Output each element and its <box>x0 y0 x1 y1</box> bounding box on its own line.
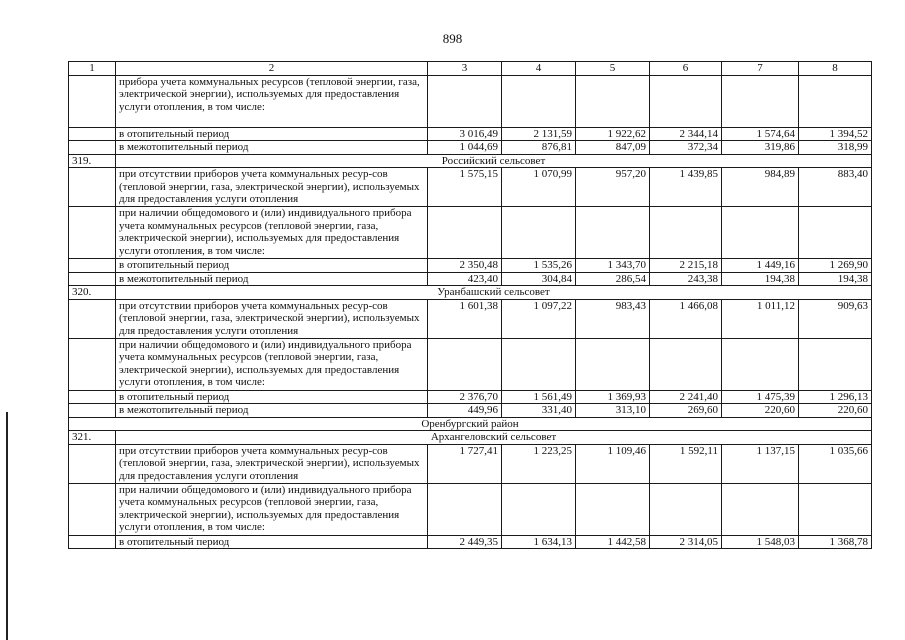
value-cell: 1 070,99 <box>502 168 576 207</box>
row-number <box>69 483 116 535</box>
row-number: 320. <box>69 286 116 300</box>
value-cell <box>650 207 722 259</box>
header-cell: 8 <box>799 62 872 76</box>
value-cell: 243,38 <box>650 272 722 286</box>
value-cell <box>722 338 799 390</box>
value-cell: 286,54 <box>576 272 650 286</box>
value-cell <box>576 483 650 535</box>
value-cell: 1 343,70 <box>576 259 650 273</box>
value-cell: 1 011,12 <box>722 299 799 338</box>
value-cell <box>799 75 872 127</box>
value-cell: 2 344,14 <box>650 127 722 141</box>
value-cell: 1 466,08 <box>650 299 722 338</box>
value-cell: 2 314,05 <box>650 535 722 549</box>
value-cell: 1 922,62 <box>576 127 650 141</box>
value-cell: 220,60 <box>722 404 799 418</box>
value-cell: 1 269,90 <box>799 259 872 273</box>
row-description: при отсутствии приборов учета коммунальных ресур-сов (тепловой энергии, газа, электрической энергии), используемых для предоставления услуги отопления <box>116 299 428 338</box>
table-row <box>69 259 872 273</box>
value-cell: 2 449,35 <box>428 535 502 549</box>
value-cell: 983,43 <box>576 299 650 338</box>
table-row <box>69 75 872 127</box>
value-cell <box>502 75 576 127</box>
section-title: Российский сельсовет <box>116 154 872 168</box>
value-cell: 1 727,41 <box>428 444 502 483</box>
table-row <box>69 168 872 207</box>
table-row <box>69 390 872 404</box>
header-cell: 2 <box>116 62 428 76</box>
value-cell <box>576 207 650 259</box>
table-row <box>69 535 872 549</box>
value-cell <box>650 338 722 390</box>
tariff-table <box>68 61 872 549</box>
row-number <box>69 207 116 259</box>
header-cell: 5 <box>576 62 650 76</box>
value-cell: 1 097,22 <box>502 299 576 338</box>
value-cell: 194,38 <box>799 272 872 286</box>
value-cell <box>428 75 502 127</box>
row-description: в отопительный период <box>116 127 428 141</box>
value-cell: 2 241,40 <box>650 390 722 404</box>
row-description: в межотопительный период <box>116 272 428 286</box>
value-cell: 1 442,58 <box>576 535 650 549</box>
value-cell <box>722 483 799 535</box>
value-cell <box>799 207 872 259</box>
value-cell <box>428 207 502 259</box>
section-row <box>69 154 872 168</box>
value-cell <box>650 483 722 535</box>
value-cell: 1 574,64 <box>722 127 799 141</box>
value-cell <box>650 75 722 127</box>
row-description: в отопительный период <box>116 535 428 549</box>
section-title: Архангеловский сельсовет <box>116 431 872 445</box>
header-cell: 4 <box>502 62 576 76</box>
value-cell: 423,40 <box>428 272 502 286</box>
value-cell: 220,60 <box>799 404 872 418</box>
table-row <box>69 404 872 418</box>
header-cell: 7 <box>722 62 799 76</box>
header-cell: 1 <box>69 62 116 76</box>
value-cell <box>428 483 502 535</box>
row-number <box>69 272 116 286</box>
table-row <box>69 141 872 155</box>
value-cell: 2 215,18 <box>650 259 722 273</box>
table-row <box>69 272 872 286</box>
value-cell <box>799 338 872 390</box>
value-cell: 1 548,03 <box>722 535 799 549</box>
value-cell: 1 575,15 <box>428 168 502 207</box>
scan-edge-line <box>6 412 8 640</box>
value-cell: 1 394,52 <box>799 127 872 141</box>
value-cell <box>428 338 502 390</box>
district-title: Оренбургский район <box>69 417 872 431</box>
value-cell: 1 109,46 <box>576 444 650 483</box>
page-number: 898 <box>442 31 463 46</box>
row-description: при наличии общедомового и (или) индивидуального прибора учета коммунальных ресурсов (тепловой энергии, газа, электрической энергии), используемых для предоставления услуги отопления, в том числе: <box>116 483 428 535</box>
row-description: при отсутствии приборов учета коммунальных ресур-сов (тепловой энергии, газа, электрической энергии), используемых для предоставления услуги отопления <box>116 444 428 483</box>
row-number <box>69 75 116 127</box>
value-cell: 269,60 <box>650 404 722 418</box>
value-cell: 1 449,16 <box>722 259 799 273</box>
row-number <box>69 444 116 483</box>
value-cell <box>502 207 576 259</box>
value-cell <box>722 207 799 259</box>
value-cell: 313,10 <box>576 404 650 418</box>
row-number <box>69 299 116 338</box>
value-cell: 194,38 <box>722 272 799 286</box>
table-row <box>69 299 872 338</box>
value-cell: 1 368,78 <box>799 535 872 549</box>
section-row <box>69 431 872 445</box>
value-cell: 1 369,93 <box>576 390 650 404</box>
value-cell: 1 561,49 <box>502 390 576 404</box>
table-row <box>69 207 872 259</box>
value-cell: 1 592,11 <box>650 444 722 483</box>
value-cell <box>502 338 576 390</box>
row-number <box>69 127 116 141</box>
value-cell: 1 535,26 <box>502 259 576 273</box>
district-row <box>69 417 872 431</box>
row-description: в межотопительный период <box>116 404 428 418</box>
value-cell: 883,40 <box>799 168 872 207</box>
table-row <box>69 483 872 535</box>
value-cell: 2 131,59 <box>502 127 576 141</box>
value-cell: 2 350,48 <box>428 259 502 273</box>
value-cell: 1 044,69 <box>428 141 502 155</box>
table-row <box>69 444 872 483</box>
value-cell: 372,34 <box>650 141 722 155</box>
value-cell: 909,63 <box>799 299 872 338</box>
value-cell: 957,20 <box>576 168 650 207</box>
value-cell: 1 439,85 <box>650 168 722 207</box>
row-number: 321. <box>69 431 116 445</box>
row-number <box>69 390 116 404</box>
row-number <box>69 259 116 273</box>
value-cell <box>799 483 872 535</box>
value-cell: 1 634,13 <box>502 535 576 549</box>
section-row <box>69 286 872 300</box>
value-cell: 319,86 <box>722 141 799 155</box>
value-cell <box>576 338 650 390</box>
table-row <box>69 127 872 141</box>
value-cell: 1 475,39 <box>722 390 799 404</box>
value-cell: 449,96 <box>428 404 502 418</box>
row-description: при наличии общедомового и (или) индивидуального прибора учета коммунальных ресурсов (тепловой энергии, газа, электрической энергии), используемых для предоставления услуги отопления, в том числе: <box>116 338 428 390</box>
row-number <box>69 168 116 207</box>
value-cell: 2 376,70 <box>428 390 502 404</box>
value-cell: 304,84 <box>502 272 576 286</box>
header-cell: 6 <box>650 62 722 76</box>
value-cell: 984,89 <box>722 168 799 207</box>
row-description: при отсутствии приборов учета коммунальных ресур-сов (тепловой энергии, газа, электрической энергии), используемых для предоставления услуги отопления <box>116 168 428 207</box>
row-number <box>69 535 116 549</box>
value-cell: 1 137,15 <box>722 444 799 483</box>
value-cell: 1 035,66 <box>799 444 872 483</box>
row-number <box>69 338 116 390</box>
header-row <box>69 62 872 76</box>
value-cell: 318,99 <box>799 141 872 155</box>
row-description: в отопительный период <box>116 259 428 273</box>
value-cell <box>722 75 799 127</box>
row-number <box>69 141 116 155</box>
section-title: Уранбашский сельсовет <box>116 286 872 300</box>
header-cell: 3 <box>428 62 502 76</box>
row-number <box>69 404 116 418</box>
value-cell: 331,40 <box>502 404 576 418</box>
value-cell: 1 223,25 <box>502 444 576 483</box>
row-number: 319. <box>69 154 116 168</box>
value-cell: 847,09 <box>576 141 650 155</box>
value-cell: 1 296,13 <box>799 390 872 404</box>
row-description: в отопительный период <box>116 390 428 404</box>
value-cell: 3 016,49 <box>428 127 502 141</box>
table-row <box>69 338 872 390</box>
value-cell <box>502 483 576 535</box>
value-cell <box>576 75 650 127</box>
value-cell: 876,81 <box>502 141 576 155</box>
row-description: в межотопительный период <box>116 141 428 155</box>
row-description: прибора учета коммунальных ресурсов (тепловой энергии, газа, электрической энергии), используемых для предоставления услуги отопления, в том числе: <box>116 75 428 127</box>
row-description: при наличии общедомового и (или) индивидуального прибора учета коммунальных ресурсов (тепловой энергии, газа, электрической энергии), используемых для предоставления услуги отопления, в том числе: <box>116 207 428 259</box>
value-cell: 1 601,38 <box>428 299 502 338</box>
